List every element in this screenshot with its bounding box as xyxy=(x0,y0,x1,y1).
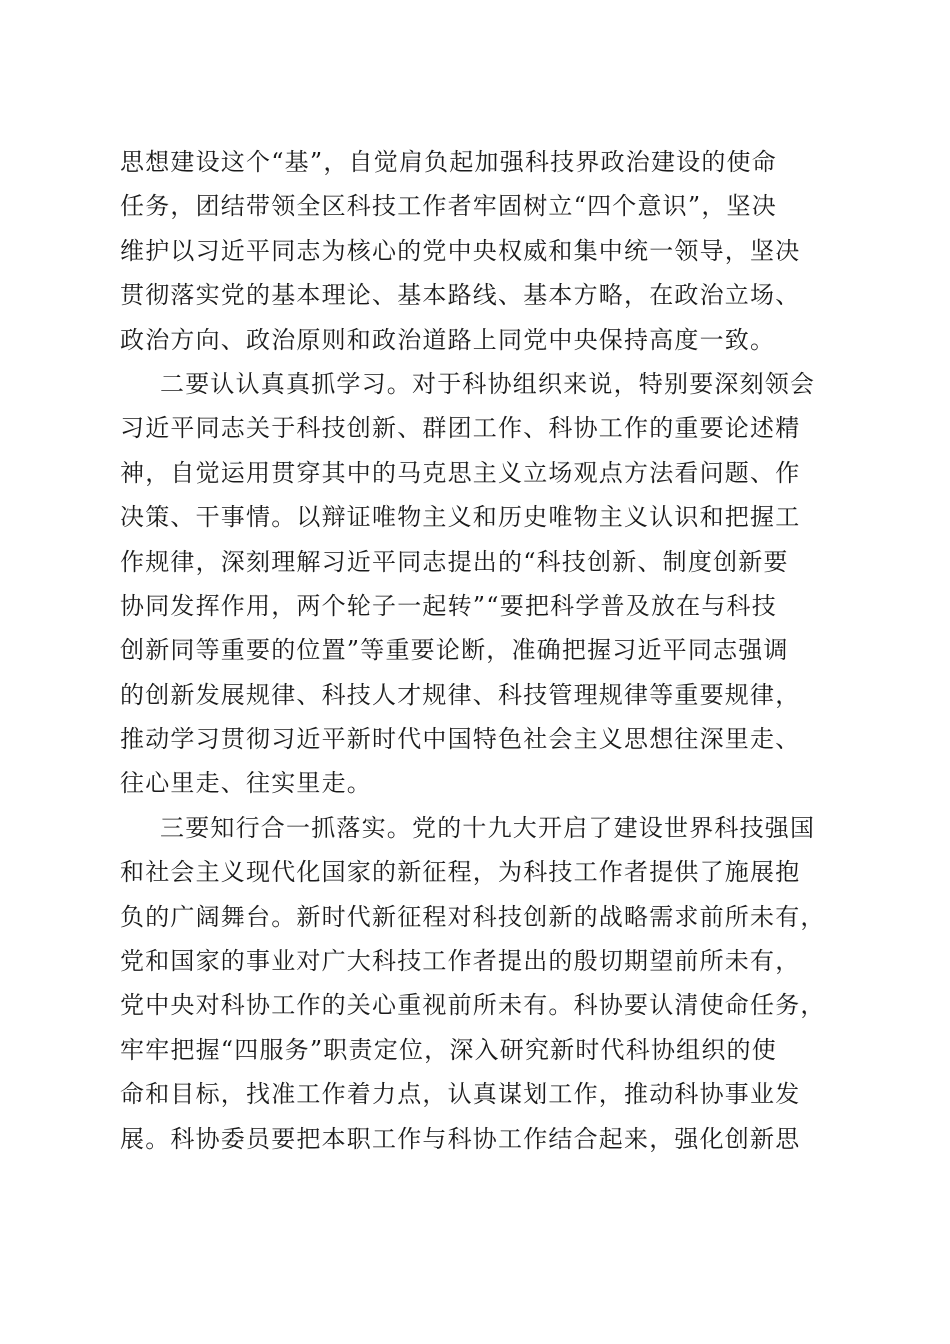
text-line: 协同发挥作用，两个轮子一起转”“要把科学普及放在与科技 xyxy=(120,591,777,620)
text-line: 的创新发展规律、科技人才规律、科技管理规律等重要规律， xyxy=(120,680,801,709)
text-line: 往心里走、往实里走。 xyxy=(120,769,372,798)
text-line: 和社会主义现代化国家的新征程，为科技工作者提供了施展抱 xyxy=(120,858,801,887)
text-line: 党中央对科协工作的关心重视前所未有。科协要认清使命任务， xyxy=(120,991,826,1020)
text-line: 贯彻落实党的基本理论、基本路线、基本方略，在政治立场、 xyxy=(120,281,801,310)
text-line: 维护以习近平同志为核心的党中央权威和集中统一领导，坚决 xyxy=(120,236,801,265)
text-line: 习近平同志关于科技创新、群团工作、科协工作的重要论述精 xyxy=(120,414,801,443)
text-line: 命和目标，找准工作着力点，认真谋划工作，推动科协事业发 xyxy=(120,1080,801,1109)
text-line: 决策、干事情。以辩证唯物主义和历史唯物主义认识和把握工 xyxy=(120,503,801,532)
text-line: 展。科协委员要把本职工作与科协工作结合起来，强化创新思 xyxy=(120,1124,801,1153)
paragraph-2-first-line: 二要认认真真抓学习。对于科协组织来说，特别要深刻领会 xyxy=(160,369,816,398)
text-line: 创新同等重要的位置”等重要论断，准确把握习近平同志强调 xyxy=(120,636,789,665)
paragraph-3-first-line: 三要知行合一抓落实。党的十九大开启了建设世界科技强国 xyxy=(160,813,816,842)
text-line: 思想建设这个“基”，自觉肩负起加强科技界政治建设的使命 xyxy=(120,148,777,176)
text-line: 神，自觉运用贯穿其中的马克思主义立场观点方法看问题、作 xyxy=(120,458,801,487)
text-line: 牢牢把握“四服务”职责定位，深入研究新时代科协组织的使 xyxy=(120,1035,777,1064)
document-body xyxy=(120,140,840,1161)
text-line: 党和国家的事业对广大科技工作者提出的殷切期望前所未有， xyxy=(120,947,801,976)
text-line: 负的广阔舞台。新时代新征程对科技创新的战略需求前所未有， xyxy=(120,902,826,931)
text-line: 作规律，深刻理解习近平同志提出的“科技创新、制度创新要 xyxy=(120,547,789,576)
text-line: 任务，团结带领全区科技工作者牢固树立“四个意识”，坚决 xyxy=(120,192,777,221)
text-line: 推动学习贯彻习近平新时代中国特色社会主义思想往深里走、 xyxy=(120,725,801,754)
text-line: 政治方向、政治原则和政治道路上同党中央保持高度一致。 xyxy=(120,325,776,354)
